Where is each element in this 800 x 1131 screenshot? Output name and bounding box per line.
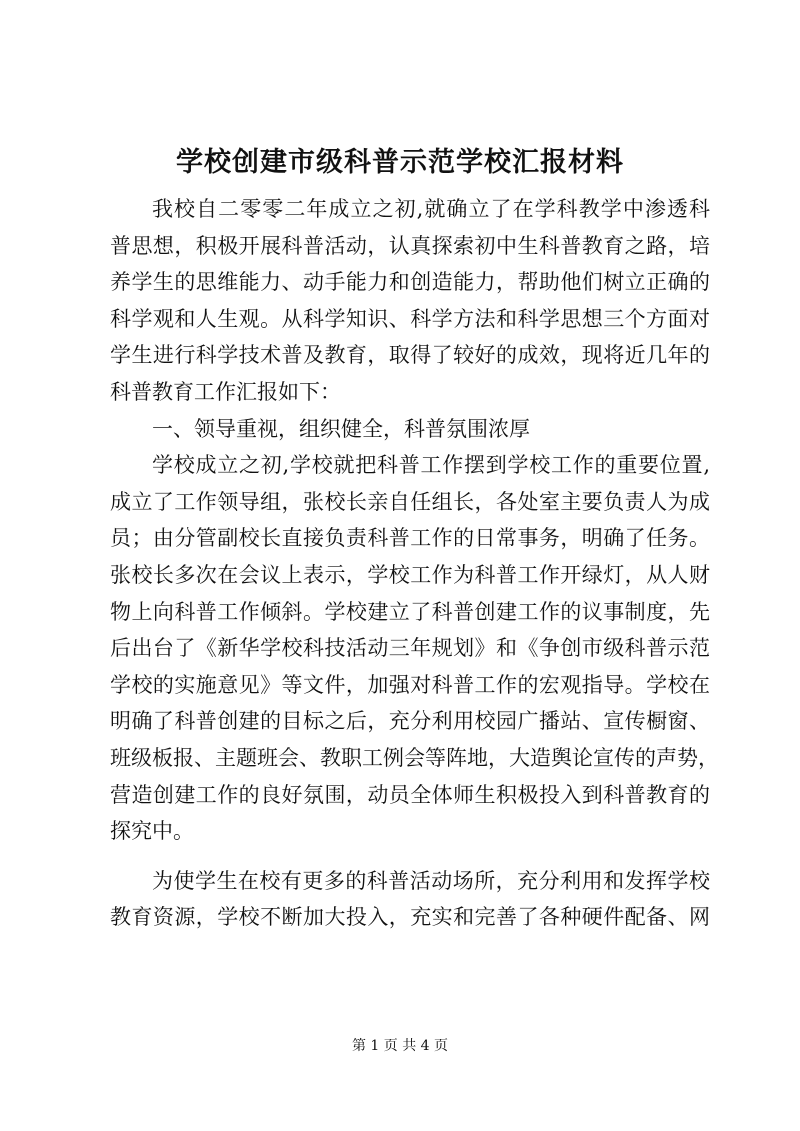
paragraph-line: 后出台了《新华学校科技活动三年规划》和《争创市级科普示范 [110,636,710,661]
paragraph-line: 张校长多次在会议上表示，学校工作为科普工作开绿灯，从人财 [110,562,710,587]
section-heading: 一、领导重视，组织健全，科普氛围浓厚 [152,416,530,441]
paragraph-line: 探究中。 [110,819,194,844]
paragraph-line: 班级板报、主题班会、教职工例会等阵地，大造舆论宣传的声势， [110,745,719,770]
document-title: 学校创建市级科普示范学校汇报材料 [176,147,624,178]
page-number: 第 1 页 共 4 页 [351,1038,449,1054]
paragraph-line: 明确了科普创建的目标之后，充分利用校园广播站、宣传橱窗、 [110,709,710,734]
document-body [110,191,719,936]
paragraph-line: 学生进行科学技术普及教育，取得了较好的成效，现将近几年的 [110,343,710,368]
paragraph-line: 科普教育工作汇报如下： [110,379,341,404]
paragraph-line: 物上向科普工作倾斜。学校建立了科普创建工作的议事制度，先 [110,599,710,624]
paragraph-line: 养学生的思维能力、动手能力和创造能力，帮助他们树立正确的 [110,270,710,295]
paragraph-line: 成立了工作领导组，张校长亲自任组长，各处室主要负责人为成 [110,489,710,514]
paragraph-line: 教育资源，学校不断加大投入，充实和完善了各种硬件配备、网 [110,905,710,930]
paragraph-line: 我校自二零零二年成立之初,就确立了在学科教学中渗透科 [152,197,710,221]
paragraph-line: 营造创建工作的良好氛围，动员全体师生积极投入到科普教育的 [110,782,710,807]
paragraph-line: 学校的实施意见》等文件，加强对科普工作的宏观指导。学校在 [110,672,710,697]
paragraph-line: 学校成立之初,学校就把科普工作摆到学校工作的重要位置, [152,453,710,478]
paragraph-line: 科学观和人生观。从科学知识、科学方法和科学思想三个方面对 [110,306,710,331]
paragraph-line: 为使学生在校有更多的科普活动场所，充分利用和发挥学校 [152,868,710,893]
paragraph-line: 员；由分管副校长直接负责科普工作的日常事务，明确了任务。 [110,526,710,551]
paragraph-line: 普思想，积极开展科普活动，认真探索初中生科普教育之路，培 [110,233,710,258]
